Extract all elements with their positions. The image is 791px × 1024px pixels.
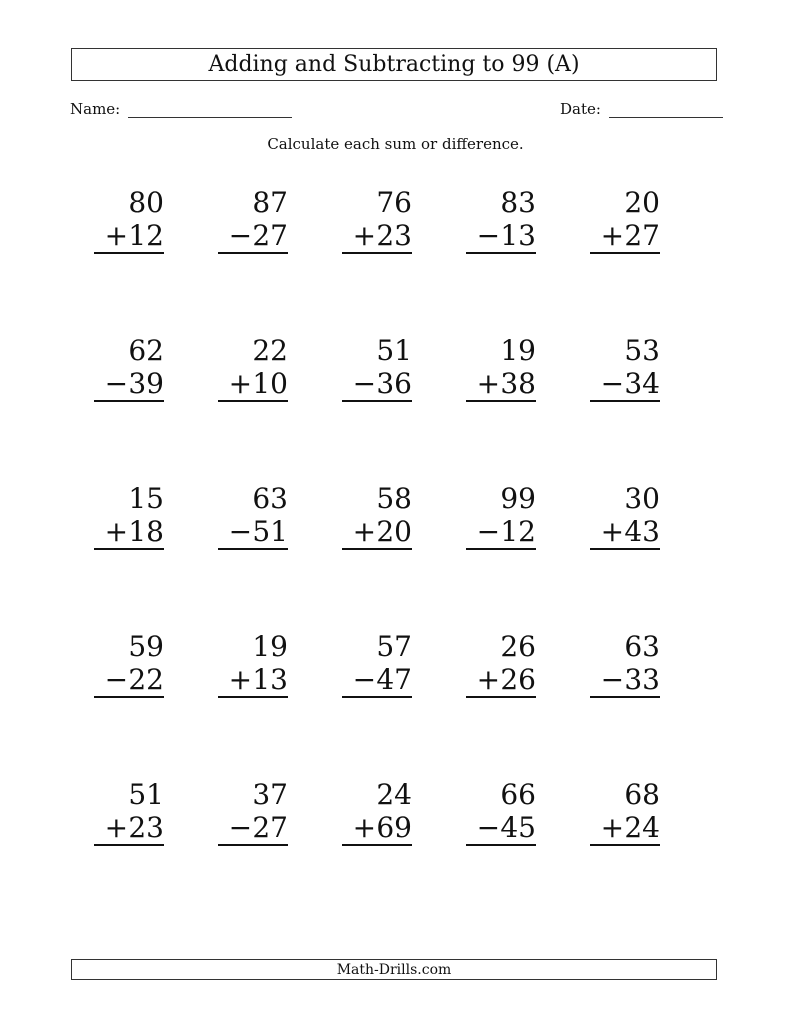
problem-13 [342,482,412,630]
operator-sign: − [104,367,129,400]
problem-top: 62 [128,334,164,367]
problem-bottom: 27 [624,219,660,252]
problem-bottom-row [94,367,164,402]
name-field [70,97,292,118]
problem-top: 26 [500,630,536,663]
problem-bottom-row [466,219,536,254]
problem-top: 87 [252,186,288,219]
problem-3 [342,186,412,334]
problem-bottom-row [342,811,412,846]
problem-5 [590,186,660,334]
operator-sign: + [352,219,377,252]
problem-bottom: 23 [128,811,164,844]
operator-sign: + [228,367,253,400]
problem-4 [466,186,536,334]
operator-sign: − [476,811,501,844]
problem-bottom-row [218,219,288,254]
operator-sign: + [476,367,501,400]
operator-sign: − [104,663,129,696]
problem-top: 80 [128,186,164,219]
name-label: Name: [70,100,121,118]
operator-sign: − [352,367,377,400]
problem-bottom-row [590,515,660,550]
operator-sign: + [228,663,253,696]
problem-bottom: 34 [624,367,660,400]
problem-12 [218,482,288,630]
problem-bottom: 36 [376,367,412,400]
problem-bottom: 18 [128,515,164,548]
operator-sign: − [228,811,253,844]
problem-top: 99 [500,482,536,515]
operator-sign: + [600,515,625,548]
problem-bottom-row [218,367,288,402]
problem-top: 30 [624,482,660,515]
problem-top: 51 [128,778,164,811]
footer-text: Math-Drills.com [336,961,452,978]
operator-sign: + [600,219,625,252]
worksheet-title: Adding and Subtracting to 99 (A) [208,52,580,77]
date-field [560,97,723,118]
problem-bottom-row [590,811,660,846]
operator-sign: + [104,515,129,548]
problem-top: 19 [500,334,536,367]
problem-top: 68 [624,778,660,811]
name-line [128,97,292,118]
problem-bottom-row [94,811,164,846]
problem-18 [342,630,412,778]
problem-top: 19 [252,630,288,663]
problem-1 [94,186,164,334]
operator-sign: − [476,515,501,548]
operator-sign: + [104,219,129,252]
problem-bottom: 13 [252,663,288,696]
problem-top: 22 [252,334,288,367]
problem-bottom: 47 [376,663,412,696]
operator-sign: − [600,367,625,400]
problem-top: 57 [376,630,412,663]
operator-sign: − [228,219,253,252]
problem-top: 20 [624,186,660,219]
problem-11 [94,482,164,630]
problem-2 [218,186,288,334]
problem-24 [466,778,536,926]
problem-bottom-row [342,219,412,254]
problem-grid [94,186,714,846]
operator-sign: + [352,811,377,844]
problem-25 [590,778,660,926]
operator-sign: + [352,515,377,548]
problem-bottom-row [342,663,412,698]
problem-top: 15 [128,482,164,515]
problem-bottom: 13 [500,219,536,252]
problem-19 [466,630,536,778]
problem-bottom: 26 [500,663,536,696]
problem-bottom-row [466,663,536,698]
problem-bottom-row [94,663,164,698]
problem-7 [218,334,288,482]
operator-sign: + [476,663,501,696]
problem-top: 58 [376,482,412,515]
problem-bottom: 33 [624,663,660,696]
problem-top: 76 [376,186,412,219]
problem-bottom: 12 [500,515,536,548]
instructions: Calculate each sum or difference. [267,135,524,153]
date-label: Date: [560,100,601,118]
operator-sign: − [228,515,253,548]
problem-bottom: 38 [500,367,536,400]
problem-bottom: 24 [624,811,660,844]
problem-bottom: 43 [624,515,660,548]
footer-box [71,959,717,980]
problem-bottom: 51 [252,515,288,548]
problem-bottom: 39 [128,367,164,400]
problem-9 [466,334,536,482]
problem-bottom-row [466,367,536,402]
problem-bottom-row [590,367,660,402]
operator-sign: − [600,663,625,696]
problem-bottom: 45 [500,811,536,844]
problem-22 [218,778,288,926]
operator-sign: + [600,811,625,844]
problem-top: 24 [376,778,412,811]
problem-top: 83 [500,186,536,219]
problem-bottom-row [466,811,536,846]
problem-top: 51 [376,334,412,367]
problem-top: 59 [128,630,164,663]
problem-bottom-row [342,367,412,402]
problem-bottom: 12 [128,219,164,252]
problem-top: 53 [624,334,660,367]
problem-8 [342,334,412,482]
problem-bottom-row [94,515,164,550]
problem-bottom-row [218,515,288,550]
operator-sign: − [476,219,501,252]
problem-bottom-row [342,515,412,550]
problem-bottom: 69 [376,811,412,844]
problem-top: 63 [252,482,288,515]
problem-bottom: 23 [376,219,412,252]
operator-sign: − [352,663,377,696]
problem-16 [94,630,164,778]
problem-20 [590,630,660,778]
problem-23 [342,778,412,926]
problem-6 [94,334,164,482]
problem-bottom: 22 [128,663,164,696]
problem-bottom: 27 [252,811,288,844]
problem-17 [218,630,288,778]
problem-bottom-row [466,515,536,550]
problem-bottom: 20 [376,515,412,548]
problem-top: 37 [252,778,288,811]
problem-bottom: 27 [252,219,288,252]
problem-bottom-row [590,219,660,254]
problem-bottom-row [218,811,288,846]
worksheet-title-box [71,48,717,81]
problem-bottom: 10 [252,367,288,400]
problem-bottom-row [590,663,660,698]
problem-top: 63 [624,630,660,663]
problem-10 [590,334,660,482]
date-line [609,97,723,118]
problem-bottom-row [218,663,288,698]
problem-bottom-row [94,219,164,254]
operator-sign: + [104,811,129,844]
problem-21 [94,778,164,926]
problem-15 [590,482,660,630]
problem-top: 66 [500,778,536,811]
problem-14 [466,482,536,630]
